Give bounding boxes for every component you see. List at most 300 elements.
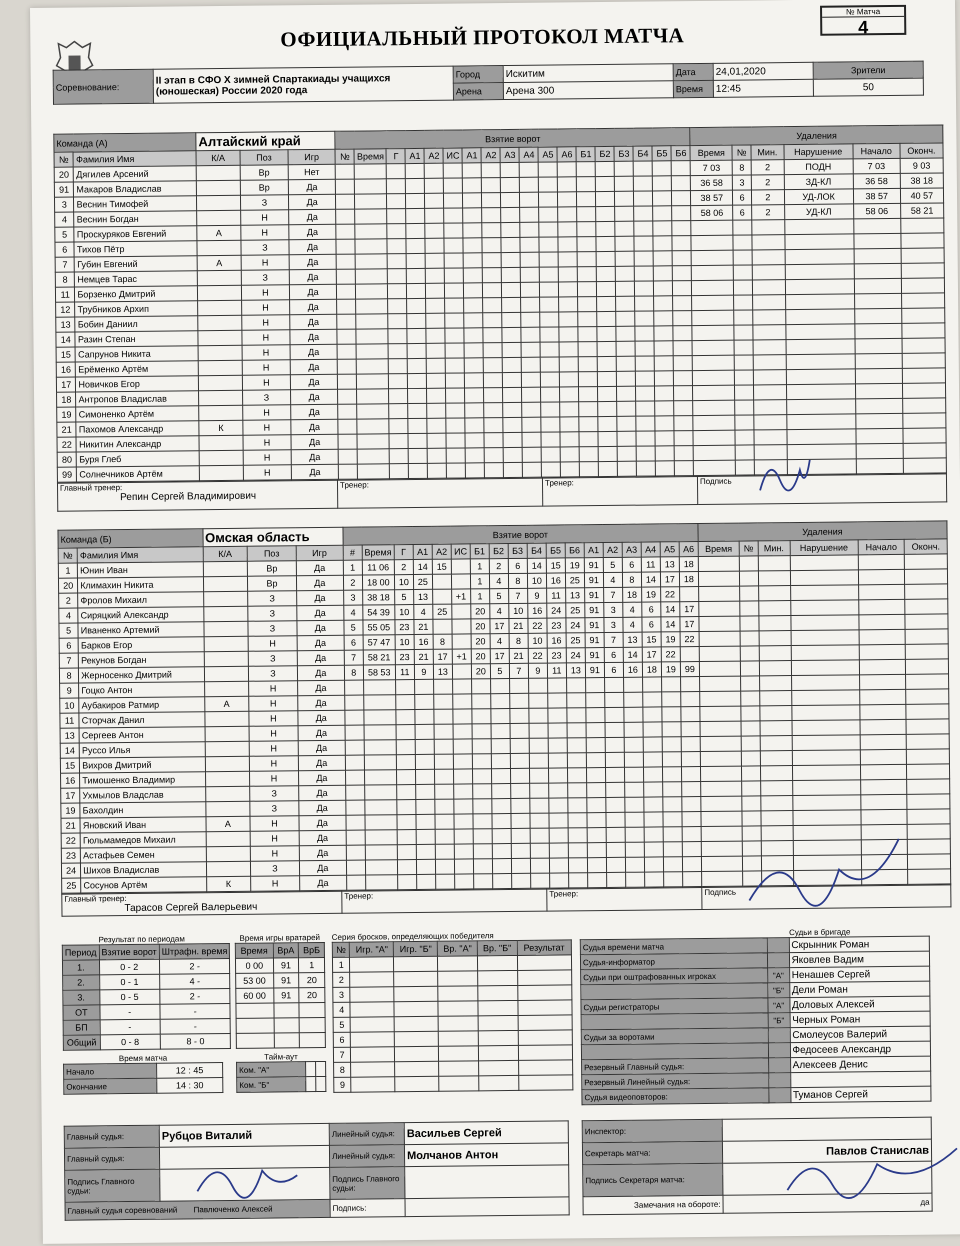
team-a-goal-cell <box>520 237 539 252</box>
shootout-cell <box>478 1000 518 1015</box>
team-b-goal-cell <box>454 829 473 844</box>
line-ref2-label: Линейный судья: <box>329 1145 404 1168</box>
team-b-penalty-cell <box>860 704 907 719</box>
team-a-goal-cell <box>355 239 387 254</box>
team-b-goal-cell: 17 <box>490 649 509 664</box>
referee-tag <box>768 1058 790 1073</box>
team-b-goal-cell: 4 <box>623 617 642 632</box>
team-b-pen-col-header: Нарушение <box>790 540 858 556</box>
team-a-goal-cell <box>390 449 409 464</box>
team-a-player-name: Трубников Архип <box>75 301 198 317</box>
team-b-goal-cell: 5 <box>603 557 622 572</box>
team-a-penalty-cell: 36 58 <box>853 173 900 188</box>
team-a-goal-cell <box>444 208 463 223</box>
team-a-goal-cell <box>501 192 520 207</box>
period-row <box>63 973 231 990</box>
team-b-goal-cell: 11 <box>395 665 414 680</box>
team-b-goal-cell: 20 <box>471 619 490 634</box>
goalie-empty-cell <box>273 1003 299 1018</box>
team-b-goal-cell <box>624 707 643 722</box>
team-b-goal-cell: 91 <box>585 603 604 618</box>
team-b-goal-cell <box>682 857 701 872</box>
team-a-goal-cell <box>466 448 485 463</box>
team-b-goal-cell <box>364 740 396 755</box>
team-a-goal-cell <box>503 387 522 402</box>
team-b-goal-col-header: Б2 <box>489 544 508 559</box>
team-b-penalty-cell <box>790 585 858 601</box>
team-a-player-pos: З <box>241 240 289 256</box>
team-b-goal-cell <box>567 783 586 798</box>
team-a-goal-cell <box>426 313 445 328</box>
team-a-goal-cell <box>674 401 693 416</box>
team-b-player-ka <box>203 621 248 636</box>
team-b-penalty-cell <box>905 554 948 569</box>
period-name: 1. <box>62 960 99 975</box>
team-b-player-played: Да <box>298 695 345 710</box>
team-b-goal-cell <box>397 875 416 890</box>
team-a-goal-cell <box>503 432 522 447</box>
team-a-goal-cell <box>674 371 693 386</box>
periods-col-header: Взятие ворот <box>99 944 159 960</box>
shootout-cell <box>477 955 517 970</box>
shootout-number: 5 <box>333 1017 351 1032</box>
team-b-goal-cell <box>662 782 681 797</box>
team-b-goal-col-header: А6 <box>679 542 698 557</box>
team-b-goal-cell: 5 <box>394 590 413 605</box>
team-a-player-number: 16 <box>56 362 76 377</box>
line-ref2: Молчанов Антон <box>404 1143 568 1167</box>
team-b-penalty-cell <box>741 691 760 706</box>
team-b-goal-cell <box>416 859 435 874</box>
team-b-goal-cell: 6 <box>344 635 363 650</box>
team-b-goal-cell: 14 <box>661 617 680 632</box>
team-b-goal-cell <box>434 739 453 754</box>
team-b-player-name: Ухмылов Владслав <box>80 787 205 803</box>
team-a-goal-cell <box>522 357 541 372</box>
team-a-goal-cell <box>579 432 598 447</box>
team-b-goal-cell <box>416 844 435 859</box>
team-b-player-number: 5 <box>59 623 78 638</box>
shootout-cell <box>518 1075 573 1091</box>
team-a-player-played: Да <box>290 359 338 374</box>
team-b-goal-cell <box>644 797 663 812</box>
team-a-goal-cell <box>407 268 426 283</box>
team-b-goal-cell <box>529 693 548 708</box>
match-number-label: № Матча <box>822 7 904 18</box>
team-a-goal-cell <box>654 296 673 311</box>
referee-tag <box>769 1073 791 1088</box>
team-a-goal-cell <box>674 431 693 446</box>
team-b-goal-cell <box>453 769 472 784</box>
team-b-goal-cell <box>510 708 529 723</box>
goalie-header-row <box>235 942 324 958</box>
team-b-player-played: Да <box>298 740 345 755</box>
match-time-label: Время матча <box>118 1053 168 1064</box>
team-a-goal-col-header: Б3 <box>614 146 633 161</box>
team-b-goal-cell <box>643 752 662 767</box>
team-a-penalty-cell <box>853 233 900 248</box>
team-a-goal-cell <box>577 177 596 192</box>
goalie-b: 1 <box>299 957 325 972</box>
team-b-penalty-cell <box>905 629 948 644</box>
team-b-goal-cell: 91 <box>585 633 604 648</box>
team-b-player-ka <box>203 606 248 621</box>
team-b-coach-label: Тренер: <box>342 889 547 913</box>
team-b-goal-cell <box>473 874 492 889</box>
team-a-goal-col-header: Время <box>354 149 386 164</box>
team-a-col-header: К/А <box>196 150 240 165</box>
timeout-label: Тайм-аут <box>264 1052 298 1062</box>
team-a-penalty-cell <box>734 325 753 340</box>
team-a-goal-cell <box>539 207 558 222</box>
team-a-penalty-cell <box>735 460 754 475</box>
team-b-goal-cell <box>529 783 548 798</box>
team-a-goal-cell <box>407 283 426 298</box>
team-b-goal-cell: 24 <box>547 603 566 618</box>
team-b-player-pos: З <box>248 606 297 622</box>
team-b-player-pos: Н <box>249 711 298 727</box>
shootout-cell <box>479 1060 519 1075</box>
team-a-player-number: 7 <box>55 257 75 272</box>
team-b-goal-cell <box>643 782 662 797</box>
team-a-player-number: 91 <box>54 182 74 197</box>
team-b-goal-cell <box>365 800 397 815</box>
referee-tag <box>767 938 789 953</box>
team-a-coach-label: Тренер: <box>337 478 542 508</box>
team-b-goal-cell <box>682 842 701 857</box>
team-a-goal-cell <box>426 298 445 313</box>
shootout-cell <box>438 1001 478 1016</box>
team-a-goal-cell <box>338 389 357 404</box>
team-a-pen-col-header: Начало <box>853 143 900 158</box>
team-a-goal-cell <box>634 236 653 251</box>
team-a-goal-cell <box>387 239 406 254</box>
team-b-goal-cell: 13 <box>433 664 452 679</box>
team-b-goal-cell: 13 <box>660 557 679 572</box>
team-b-goal-cell <box>435 859 454 874</box>
team-a-goal-cell <box>672 221 691 236</box>
team-a-player-played: Да <box>290 314 338 329</box>
team-a-goal-cell <box>673 326 692 341</box>
team-b-penalty-cell <box>906 704 949 719</box>
team-b-goal-cell <box>511 828 530 843</box>
team-a-goal-col-header: А2 <box>481 148 500 163</box>
team-a-goal-cell <box>445 253 464 268</box>
team-a-goal-cell <box>445 313 464 328</box>
team-b-goal-cell: 91 <box>585 618 604 633</box>
team-a-player-ka <box>198 300 242 315</box>
team-b-goal-cell <box>363 680 395 695</box>
team-b-goal-cell <box>663 827 682 842</box>
team-a-player-pos: Вр <box>240 180 288 196</box>
team-a-penalty-cell: УД-ЛОК <box>784 189 853 205</box>
team-b-player-played: Да <box>299 860 346 875</box>
team-b-penalty-cell <box>740 631 759 646</box>
team-b-player-ka <box>204 681 249 696</box>
team-a-goal-col-header: Г <box>386 149 405 164</box>
goalie-time-label: Время игры вратарей <box>239 933 321 943</box>
team-a-penalty-cell <box>733 280 752 295</box>
team-b-goal-cell <box>397 800 416 815</box>
team-a-penalty-cell <box>693 400 735 415</box>
team-a-goal-cell <box>616 341 635 356</box>
team-a-goal-cell <box>617 371 636 386</box>
team-a-goal-cell <box>560 402 579 417</box>
team-a-goal-cell <box>502 312 521 327</box>
team-b-goal-cell: 18 00 <box>362 575 394 590</box>
team-a-goal-cell <box>654 341 673 356</box>
team-a-goal-cell <box>463 238 482 253</box>
team-a-goal-cell <box>464 313 483 328</box>
shootout-cell <box>351 1047 395 1062</box>
team-a-goal-cell <box>637 461 656 476</box>
team-b-goal-cell <box>548 723 567 738</box>
team-a-goal-cell <box>541 387 560 402</box>
team-a-goal-cell <box>465 373 484 388</box>
team-b-player-played: Да <box>298 785 345 800</box>
team-a-goal-cell <box>355 179 387 194</box>
team-b-goal-cell <box>661 677 680 692</box>
team-b-goal-cell <box>625 872 644 887</box>
team-b-penalty-cell <box>699 676 740 691</box>
team-b-goal-cell <box>644 872 663 887</box>
shootout-cell <box>394 986 438 1001</box>
team-b-col-header: № <box>58 548 77 563</box>
team-a-goal-cell <box>388 344 407 359</box>
team-a-goal-cell <box>615 176 634 191</box>
team-a-goal-cell <box>338 404 357 419</box>
team-b-goal-cell <box>364 770 396 785</box>
team-a-goal-cell <box>542 462 561 477</box>
team-a-goal-cell <box>484 433 503 448</box>
team-b-goal-cell <box>454 844 473 859</box>
team-b-goal-cell <box>434 724 453 739</box>
team-b-pen-col-header: Время <box>698 541 739 556</box>
shootout-cell <box>394 971 438 986</box>
team-b-goal-cell <box>454 859 473 874</box>
team-a-goal-cell <box>541 402 560 417</box>
team-b-penalty-cell <box>858 584 905 599</box>
team-a-player-played: Да <box>290 329 338 344</box>
team-a-goal-col-header: А6 <box>557 147 576 162</box>
team-a-goal-cell <box>637 446 656 461</box>
team-b-goal-cell: 4 <box>603 572 622 587</box>
shootout-cell <box>439 1061 479 1076</box>
team-b-goal-cell <box>365 845 397 860</box>
team-a-penalty-cell <box>902 398 945 413</box>
team-b-goal-cell <box>415 694 434 709</box>
period-name: 3. <box>63 990 100 1005</box>
team-b-goal-cell <box>365 860 397 875</box>
team-b-penalty-cell <box>860 734 907 749</box>
team-a-player-ka <box>196 180 240 195</box>
team-a-goal-cell <box>673 311 692 326</box>
team-b-pen-col-header: Начало <box>858 539 905 554</box>
team-b-goal-cell <box>682 872 701 887</box>
team-b-penalty-cell <box>791 630 859 646</box>
team-b-goal-cell <box>587 843 606 858</box>
team-b-goal-cell: 11 <box>546 588 565 603</box>
team-a-goal-cell <box>484 418 503 433</box>
team-a-player-played: Да <box>291 434 339 449</box>
goalie-empty-cell <box>236 1033 274 1048</box>
team-a-player-pos: Н <box>243 465 291 481</box>
team-b-player-played: Да <box>298 710 345 725</box>
team-a-goal-cell <box>577 237 596 252</box>
team-a-goal-cell <box>579 402 598 417</box>
team-b-penalty-cell <box>760 766 792 781</box>
team-a-player-number: 14 <box>56 332 76 347</box>
team-b-goal-cell <box>510 753 529 768</box>
team-b-penalty-cell <box>739 556 758 571</box>
team-b-goal-cell <box>586 723 605 738</box>
team-a-goal-cell <box>336 179 355 194</box>
team-a-goal-cell <box>655 386 674 401</box>
team-a-penalty-cell <box>902 323 945 338</box>
team-b-player-played: Да <box>296 560 343 575</box>
team-b-goal-cell: 1 <box>343 560 362 575</box>
team-b-goal-cell <box>568 828 587 843</box>
team-b-goal-cell <box>454 814 473 829</box>
team-a-player-number: 12 <box>56 302 76 317</box>
team-a-goal-cell <box>521 312 540 327</box>
team-a-goal-cell <box>483 298 502 313</box>
team-a-goal-cell <box>617 416 636 431</box>
team-b-goal-cell: 21 <box>414 649 433 664</box>
shootout-cell <box>395 1046 439 1061</box>
team-a-goal-col-header: ИС <box>443 148 462 163</box>
goalie-time: 60 00 <box>236 988 274 1003</box>
team-a-penalty-cell: 9 03 <box>900 158 943 173</box>
team-b-goal-cell <box>435 844 454 859</box>
team-b-penalty-cell <box>759 691 791 706</box>
team-a-goal-cell <box>653 206 672 221</box>
team-b-goal-cell: 16 <box>414 634 433 649</box>
team-b-penalty-cell <box>905 614 948 629</box>
team-b-goal-col-header: А1 <box>413 544 432 559</box>
team-a-goal-cell <box>654 311 673 326</box>
team-b-goal-cell <box>623 677 642 692</box>
team-a-penalty-cell: 2 <box>752 190 785 205</box>
team-a-penalty-cell <box>693 415 735 430</box>
team-a-goal-cell <box>634 206 653 221</box>
team-a-penalty-cell: 58 06 <box>853 203 900 218</box>
team-b-goal-cell <box>510 723 529 738</box>
team-b-name: Омская область <box>203 527 343 546</box>
team-b-penalty-cell <box>860 719 907 734</box>
team-a-label: Команда (А) <box>54 133 196 152</box>
team-a-penalty-cell <box>903 458 946 473</box>
shootout-panel <box>332 930 574 1093</box>
team-a-goal-cell <box>522 387 541 402</box>
team-a-goal-cell <box>428 448 447 463</box>
team-b-penalty-cell <box>792 765 860 781</box>
team-b-goal-col-header: # <box>343 545 362 560</box>
team-b-goal-cell <box>416 874 435 889</box>
team-b-goal-cell <box>642 677 661 692</box>
team-b-goal-cell <box>606 812 625 827</box>
shootout-label: Серия бросков, определяющих победителя <box>331 931 494 942</box>
team-b-goal-cell: 6 <box>642 602 661 617</box>
team-b-goal-col-header: Б4 <box>527 543 546 558</box>
team-a-goal-cell <box>444 223 463 238</box>
team-a-goal-cell <box>521 342 540 357</box>
periods-label: Результат по периодам <box>98 934 185 945</box>
team-a-player-pos: Вр <box>240 165 288 181</box>
team-a-goal-cell <box>635 326 654 341</box>
period-penalty: 2 - <box>159 958 230 974</box>
team-b-penalties-label: Удаления <box>698 521 947 542</box>
line-ref-label: Линейный судья: <box>329 1123 404 1146</box>
team-a-goal-cell <box>577 207 596 222</box>
goalie-col-header: ВрА <box>273 943 299 958</box>
timeout-b-label: Ком. "Б" <box>237 1077 306 1093</box>
team-a-penalty-cell <box>691 220 733 235</box>
team-b-player-played: Да <box>297 665 344 680</box>
team-a-goal-cell <box>446 418 465 433</box>
team-b-goal-cell <box>528 678 547 693</box>
team-a-player-ka <box>199 450 243 465</box>
team-b-goal-cell: 10 <box>528 633 547 648</box>
page-title: ОФИЦИАЛЬНЫЙ ПРОТОКОЛ МАТЧА <box>280 23 685 52</box>
secretary-sig-label: Подпись Секретаря матча: <box>583 1163 723 1196</box>
team-a-player-number: 8 <box>55 272 75 287</box>
team-a-goal-col-header: Б1 <box>576 147 595 162</box>
team-a-goal-cell <box>444 163 463 178</box>
team-a-goal-cell <box>616 281 635 296</box>
team-a-goal-cell <box>577 222 596 237</box>
team-b-player-ka: К <box>206 876 251 891</box>
team-b-label: Команда (Б) <box>58 529 203 549</box>
team-b-goal-cell: 4 <box>489 574 508 589</box>
team-a-goal-cell <box>409 463 428 478</box>
team-b-goal-col-header: А2 <box>603 542 622 557</box>
team-a-goal-cell <box>577 162 596 177</box>
team-b-goal-cell <box>396 740 415 755</box>
team-b-goal-cell <box>624 767 643 782</box>
team-b-goal-cell <box>472 739 491 754</box>
team-a-goal-cell <box>338 434 357 449</box>
team-a-goal-cell <box>483 283 502 298</box>
team-b-player-pos: Н <box>250 771 299 787</box>
team-a-penalty-cell <box>785 249 854 265</box>
team-a-goal-cell <box>520 162 539 177</box>
team-b-goal-cell <box>434 709 453 724</box>
team-b-penalty-cell <box>905 569 948 584</box>
team-b-goal-cell <box>606 872 625 887</box>
team-b-col-header: Поз <box>247 546 296 562</box>
team-a-goal-cell <box>636 431 655 446</box>
goalie-empty-cell <box>274 1018 300 1033</box>
team-a-goal-cell <box>617 356 636 371</box>
team-b-penalty-cell <box>861 794 908 809</box>
shootout-cell <box>350 1002 394 1017</box>
team-b-goal-cell <box>490 679 509 694</box>
team-b-goal-cell <box>471 679 490 694</box>
team-a-goal-cell <box>445 343 464 358</box>
team-b-goal-cell <box>625 812 644 827</box>
team-a-coach2-label: Тренер: <box>542 477 697 507</box>
team-a-penalty-cell: ПОДН <box>784 159 853 175</box>
team-b-player-pos: Н <box>251 876 300 892</box>
team-b-player-number: 17 <box>61 788 80 803</box>
team-b-penalty-cell <box>758 571 790 586</box>
referees-table <box>580 936 932 1106</box>
referee-tag: "Б" <box>768 1013 790 1028</box>
team-b-player-number: 11 <box>60 713 79 728</box>
team-a-goal-cell <box>485 448 504 463</box>
team-a-goal-cell <box>338 359 357 374</box>
